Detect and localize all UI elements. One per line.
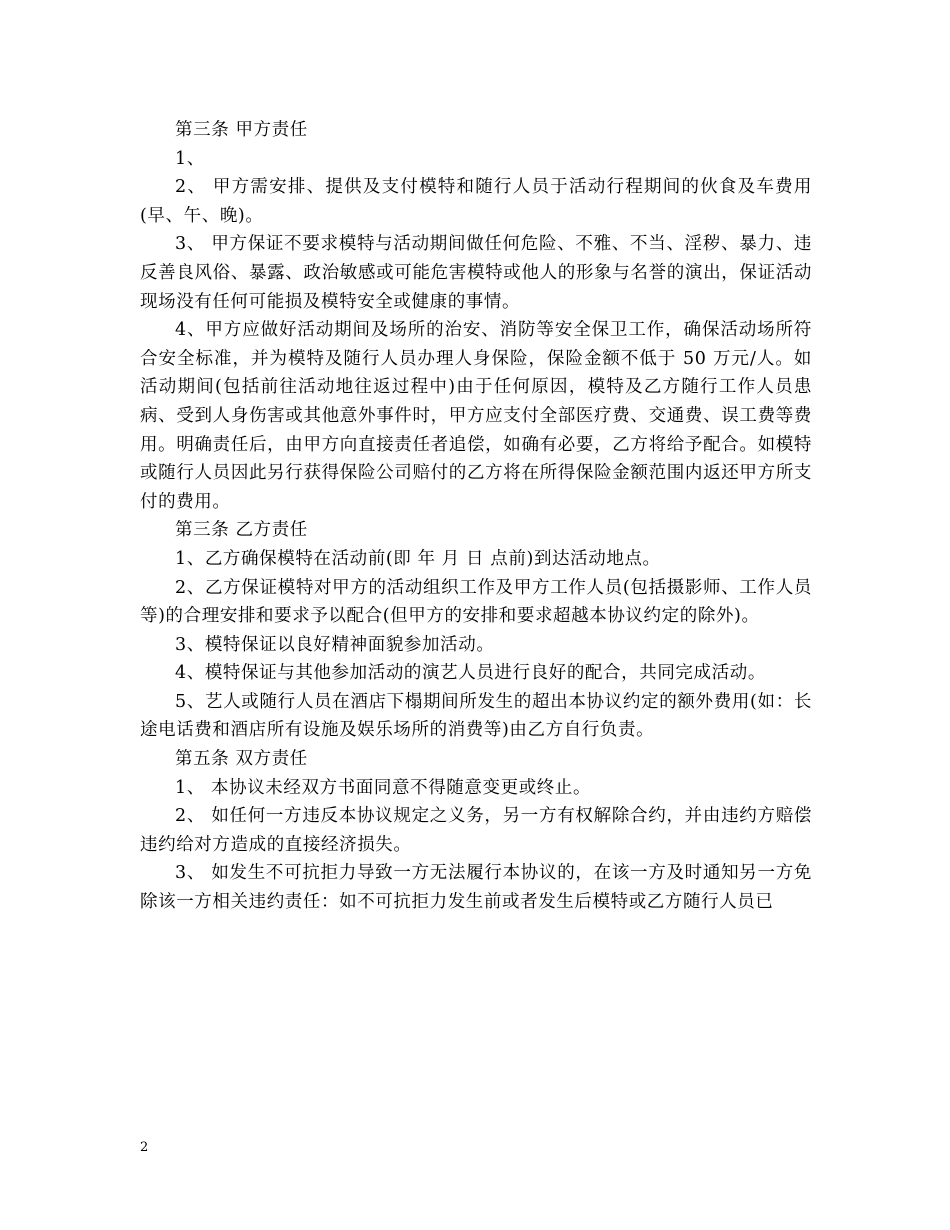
document-page <box>140 116 812 917</box>
paragraph: 1、 本协议未经双方书面同意不得随意变更或终止。 <box>175 777 592 798</box>
page-number: 2 <box>140 1140 149 1155</box>
paragraph: 2、 甲方需安排、提供及支付模特和随行人员于活动行程期间的伙食及车费用(早、午、晚)。 <box>140 177 812 226</box>
paragraph: 1、乙方确保模特在活动前(即 年 月 日 点前)到达活动地点。 <box>175 548 661 569</box>
paragraph: 3、 甲方保证不要求模特与活动期间做任何危险、不雅、不当、淫秽、暴力、违反善良风俗、暴露、政治敏感或可能危害模特或他人的形象与名誉的演出，保证活动现场没有任何可能损及模特安全或健康的事情。 <box>140 234 812 312</box>
paragraph: 3、模特保证以良好精神面貌参加活动。 <box>175 634 495 655</box>
paragraph: 1、 <box>175 148 205 169</box>
paragraph: 2、乙方保证模特对甲方的活动组织工作及甲方工作人员(包括摄影师、工作人员等)的合理安排和要求予以配合(但甲方的安排和要求超越本协议约定的除外)。 <box>140 577 812 627</box>
paragraph: 3、 如发生不可抗拒力导致一方无法履行本协议的，在该一方及时通知另一方免除该一方相关违约责任：如不可抗拒力发生前或者发生后模特或乙方随行人员已 <box>140 863 812 913</box>
section-heading-party-b: 第三条 乙方责任 <box>175 520 308 541</box>
paragraph: 4、甲方应做好活动期间及场所的治安、消防等安全保卫工作，确保活动场所符合安全标准，并为模特及随行人员办理人身保险，保险金额不低于 50 万元/人。如活动期间(包括前往活动地往返过程中)由于任何原因，模特及乙方随行工作人员患病、受到人身伤害或其他意外事件时，甲方应支付全部医疗费、交通费、误工费等费用。明确责任后，由甲方向直接责任者追偿，如确有必要，乙方将给予配合。如模特或随行人员因此另行获得保险公司赔付的乙方将在所得保险金额范围内返还甲方所支付的费用。 <box>140 320 812 512</box>
paragraph: 4、模特保证与其他参加活动的演艺人员进行良好的配合，共同完成活动。 <box>175 663 766 684</box>
section-heading-party-a: 第三条 甲方责任 <box>175 120 308 140</box>
paragraph: 2、 如任何一方违反本协议规定之义务，另一方有权解除合约，并由违约方赔偿违约给对方造成的直接经济损失。 <box>140 806 812 855</box>
section-heading-both-parties: 第五条 双方责任 <box>175 749 308 770</box>
paragraph: 5、艺人或随行人员在酒店下榻期间所发生的超出本协议约定的额外费用(如：长途电话费和酒店所有设施及娱乐场所的消费等)由乙方自行负责。 <box>140 691 812 741</box>
